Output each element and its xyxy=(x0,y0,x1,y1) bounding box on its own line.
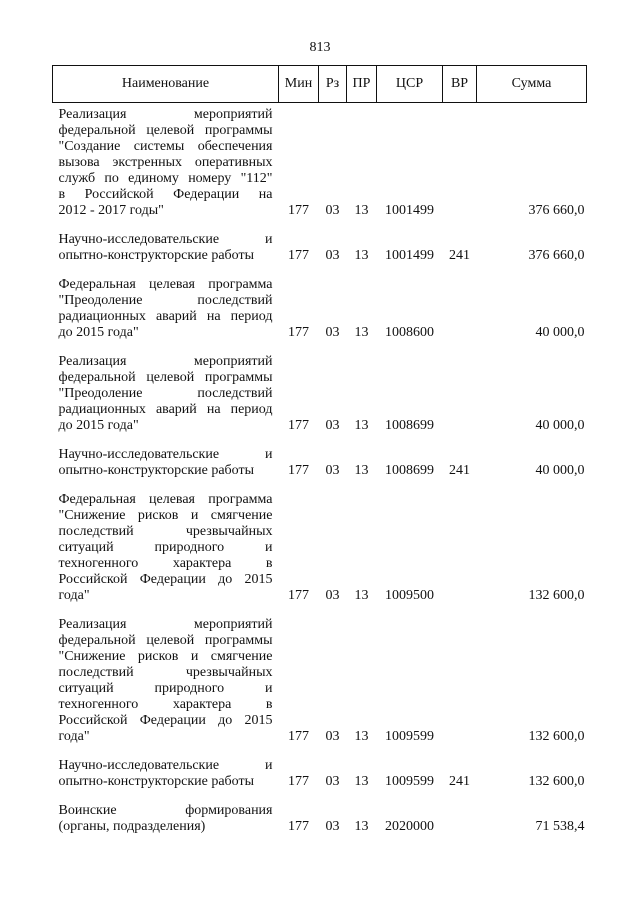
row-rz: 03 xyxy=(325,248,340,263)
table-row xyxy=(53,758,587,803)
row-pr: 13 xyxy=(354,729,369,744)
column-header-name: Наименование xyxy=(53,66,279,103)
row-csr: 1008699 xyxy=(385,463,434,478)
row-name xyxy=(53,232,279,277)
row-csr: 1009500 xyxy=(385,588,434,603)
row-sum: 132 600,0 xyxy=(528,588,585,603)
page-number: 813 xyxy=(309,40,331,55)
row-name xyxy=(53,103,279,233)
row-name-line: Научно-исследовательские и xyxy=(58,232,273,247)
row-sum: 40 000,0 xyxy=(535,418,585,433)
row-vr xyxy=(443,103,477,233)
row-name-line: Федеральная целевая программа xyxy=(58,492,273,507)
table-row xyxy=(53,232,587,277)
row-name-line: "Снижение рисков и смягчение xyxy=(58,649,273,664)
row-sum: 376 660,0 xyxy=(528,248,585,263)
row-name xyxy=(53,447,279,492)
row-min: 177 xyxy=(288,588,309,603)
row-name-line: служб по единому номеру "112" xyxy=(58,171,273,186)
row-pr: 13 xyxy=(354,588,369,603)
row-rz: 03 xyxy=(325,588,340,603)
row-name-line: ситуаций природного и xyxy=(58,540,273,555)
table-body xyxy=(53,103,587,849)
row-rz: 03 xyxy=(325,774,340,789)
row-name-line: "Создание системы обеспечения xyxy=(58,139,273,154)
table-row xyxy=(53,617,587,758)
row-vr xyxy=(443,354,477,447)
row-name-line: в Российской Федерации на xyxy=(58,187,273,202)
row-name-line: "Преодоление последствий xyxy=(58,386,273,401)
row-name xyxy=(53,803,279,848)
table-row xyxy=(53,277,587,354)
row-name-line: до 2015 года" xyxy=(58,325,139,340)
row-csr: 1001499 xyxy=(385,248,434,263)
row-sum: 132 600,0 xyxy=(528,774,585,789)
column-header-min: Мин xyxy=(279,66,319,103)
row-vr: 241 xyxy=(449,774,470,789)
row-rz: 03 xyxy=(325,819,340,834)
row-name-line: последствий чрезвычайных xyxy=(58,524,273,539)
table-row xyxy=(53,103,587,233)
row-name-line: Российской Федерации до 2015 xyxy=(58,572,273,587)
row-pr: 13 xyxy=(354,325,369,340)
row-csr: 1009599 xyxy=(385,729,434,744)
row-name-line: Реализация мероприятий xyxy=(58,107,273,122)
column-header-sum: Сумма xyxy=(477,66,587,103)
row-csr: 2020000 xyxy=(385,819,434,834)
row-name-line: радиационных аварий на период xyxy=(58,309,273,324)
row-min: 177 xyxy=(288,729,309,744)
row-vr: 241 xyxy=(449,248,470,263)
row-name-line: "Преодоление последствий xyxy=(58,293,273,308)
row-min: 177 xyxy=(288,203,309,218)
column-header-csr: ЦСР xyxy=(377,66,443,103)
row-sum: 376 660,0 xyxy=(528,203,585,218)
row-pr: 13 xyxy=(354,819,369,834)
row-vr xyxy=(443,492,477,617)
row-sum: 40 000,0 xyxy=(535,325,585,340)
table-row xyxy=(53,354,587,447)
table-row xyxy=(53,447,587,492)
column-header-rz: Рз xyxy=(319,66,347,103)
row-min: 177 xyxy=(288,418,309,433)
row-name-line: до 2015 года" xyxy=(58,418,139,433)
row-sum: 40 000,0 xyxy=(535,463,585,478)
row-name-line: 2012 - 2017 годы" xyxy=(58,203,164,218)
row-pr: 13 xyxy=(354,463,369,478)
row-csr: 1001499 xyxy=(385,203,434,218)
row-min: 177 xyxy=(288,325,309,340)
row-name-line: года" xyxy=(58,588,90,603)
row-name-line: техногенного характера в xyxy=(58,697,273,712)
row-name-line: вызова экстренных оперативных xyxy=(58,155,273,170)
row-name-line: Научно-исследовательские и xyxy=(58,447,273,462)
row-vr: 241 xyxy=(449,463,470,478)
row-name-line: ситуаций природного и xyxy=(58,681,273,696)
row-name xyxy=(53,617,279,758)
row-min: 177 xyxy=(288,463,309,478)
row-sum: 71 538,4 xyxy=(535,819,585,834)
row-rz: 03 xyxy=(325,325,340,340)
row-name xyxy=(53,277,279,354)
budget-table xyxy=(52,65,587,848)
table-row xyxy=(53,803,587,848)
row-name-line: Воинские формирования xyxy=(58,803,273,818)
row-vr xyxy=(443,617,477,758)
row-name-line: федеральной целевой программы xyxy=(58,633,273,648)
table-row xyxy=(53,492,587,617)
row-min: 177 xyxy=(288,248,309,263)
row-name-line: Реализация мероприятий xyxy=(58,354,273,369)
row-name-line: опытно-конструкторские работы xyxy=(58,463,255,478)
row-vr xyxy=(443,277,477,354)
row-pr: 13 xyxy=(354,203,369,218)
row-name xyxy=(53,758,279,803)
row-name-line: (органы, подразделения) xyxy=(58,819,206,834)
row-name xyxy=(53,492,279,617)
row-name-line: "Снижение рисков и смягчение xyxy=(58,508,273,523)
row-rz: 03 xyxy=(325,203,340,218)
row-sum: 132 600,0 xyxy=(528,729,585,744)
row-name-line: федеральной целевой программы xyxy=(58,370,273,385)
row-csr: 1009599 xyxy=(385,774,434,789)
row-name-line: Федеральная целевая программа xyxy=(58,277,273,292)
row-name xyxy=(53,354,279,447)
row-rz: 03 xyxy=(325,418,340,433)
row-name-line: года" xyxy=(58,729,90,744)
table-header-row xyxy=(53,66,587,103)
row-name-line: радиационных аварий на период xyxy=(58,402,273,417)
row-pr: 13 xyxy=(354,418,369,433)
row-pr: 13 xyxy=(354,248,369,263)
row-name-line: Реализация мероприятий xyxy=(58,617,273,632)
row-rz: 03 xyxy=(325,463,340,478)
column-header-pr: ПР xyxy=(347,66,377,103)
row-min: 177 xyxy=(288,774,309,789)
row-csr: 1008699 xyxy=(385,418,434,433)
row-name-line: техногенного характера в xyxy=(58,556,273,571)
row-name-line: Российской Федерации до 2015 xyxy=(58,713,273,728)
column-header-vr: ВР xyxy=(443,66,477,103)
row-csr: 1008600 xyxy=(385,325,434,340)
row-pr: 13 xyxy=(354,774,369,789)
row-name-line: Научно-исследовательские и xyxy=(58,758,273,773)
row-name-line: федеральной целевой программы xyxy=(58,123,273,138)
row-name-line: опытно-конструкторские работы xyxy=(58,774,255,789)
row-name-line: последствий чрезвычайных xyxy=(58,665,273,680)
row-name-line: опытно-конструкторские работы xyxy=(58,248,255,263)
row-min: 177 xyxy=(288,819,309,834)
row-rz: 03 xyxy=(325,729,340,744)
row-vr xyxy=(443,803,477,848)
